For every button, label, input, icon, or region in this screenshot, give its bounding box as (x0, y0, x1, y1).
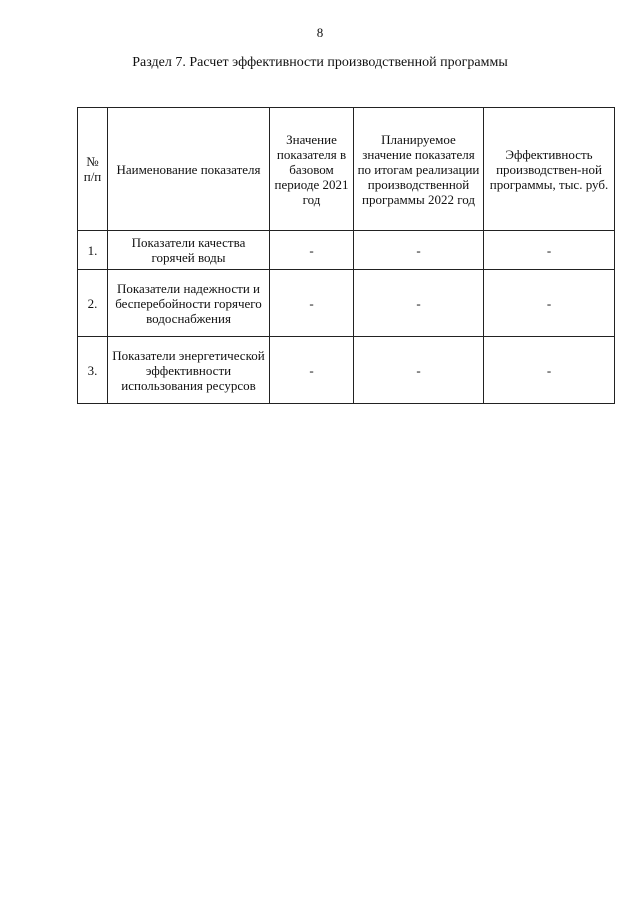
row-planned-value: - (354, 270, 484, 337)
row-number: 2. (78, 270, 108, 337)
row-number: 1. (78, 231, 108, 270)
row-efficiency: - (484, 270, 615, 337)
row-base-value: - (270, 337, 354, 404)
row-efficiency: - (484, 337, 615, 404)
header-number: № п/п (78, 108, 108, 231)
row-planned-value: - (354, 337, 484, 404)
header-base-value: Значение показателя в базовом периоде 2021 год (270, 108, 354, 231)
row-efficiency: - (484, 231, 615, 270)
row-number: 3. (78, 337, 108, 404)
row-indicator-name: Показатели качества горячей воды (108, 231, 270, 270)
header-planned-value: Планируемое значение показателя по итогам реализации производственной программы 2022 год (354, 108, 484, 231)
row-indicator-name: Показатели энергетической эффективности использования ресурсов (108, 337, 270, 404)
table-row (78, 270, 615, 337)
efficiency-table (77, 107, 615, 404)
row-indicator-name: Показатели надежности и бесперебойности горячего водоснабжения (108, 270, 270, 337)
row-planned-value: - (354, 231, 484, 270)
page-number: 8 (316, 25, 324, 40)
header-efficiency: Эффективность производствен-ной программы, тыс. руб. (484, 108, 615, 231)
header-indicator-name: Наименование показателя (108, 108, 270, 231)
table-row (78, 231, 615, 270)
section-title: Раздел 7. Расчет эффективности производственной программы (132, 55, 508, 70)
row-base-value: - (270, 270, 354, 337)
table-body (78, 231, 615, 404)
row-base-value: - (270, 231, 354, 270)
table-header (78, 108, 615, 231)
table-header-row (78, 108, 615, 231)
table-row (78, 337, 615, 404)
